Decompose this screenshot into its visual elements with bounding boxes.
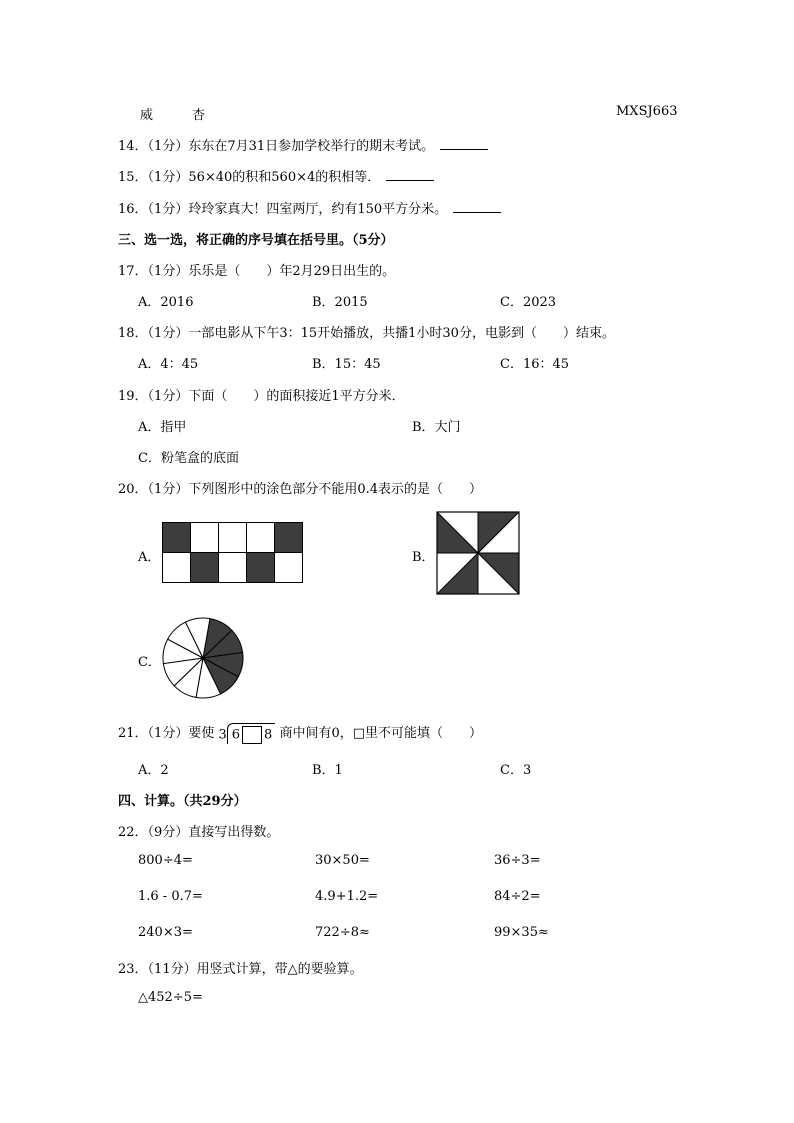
q21-option-c[interactable]: C．3	[500, 763, 532, 778]
calc-item: 722÷8≈	[315, 925, 370, 940]
q21-option-a[interactable]: A．2	[138, 763, 169, 778]
q17-option-a[interactable]: A．2016	[138, 295, 194, 310]
q18-option-a[interactable]: A．4：45	[138, 357, 199, 372]
question-23-stem: 23．（11分）用竖式计算，带△的要验算。	[118, 962, 363, 977]
shaded-circle-figure	[161, 616, 245, 700]
long-division-expression: 3 6 8	[218, 723, 275, 744]
question-20-stem: 20．（1分）下列图形中的涂色部分不能用0.4表示的是（ ）	[118, 482, 482, 497]
q19-option-a[interactable]: A．指甲	[138, 420, 187, 435]
q20-option-a[interactable]: A．	[138, 550, 161, 565]
question-22-stem: 22．（9分）直接写出得数。	[118, 825, 280, 840]
calc-item: 4.9+1.2=	[315, 889, 379, 904]
question-16: 16．（1分）玲玲家真大！四室两厅，约有150平方分米。	[118, 198, 501, 217]
section-4-title: 四、计算。（共29分）	[118, 794, 247, 809]
question-15: 15．（1分）56×40的积和560×4的积相等．	[118, 166, 434, 185]
q17-option-c[interactable]: C．2023	[500, 295, 557, 310]
answer-blank[interactable]	[440, 137, 488, 150]
q17-option-b[interactable]: B．2015	[312, 295, 368, 310]
shaded-square-figure	[436, 511, 520, 595]
section-3-title: 三、选一选，将正确的序号填在括号里。（5分）	[118, 233, 394, 248]
shaded-rectangle-figure	[162, 522, 304, 584]
question-18-stem: 18．（1分）一部电影从下午3：15开始播放，共播1小时30分，电影到（ ）结束。	[118, 326, 615, 341]
q20-option-c[interactable]: C．	[138, 655, 161, 670]
blank-digit-box[interactable]	[242, 726, 262, 744]
calc-item: 1.6 - 0.7=	[138, 889, 203, 904]
calc-item: 800÷4=	[138, 853, 193, 868]
question-19-stem: 19．（1分）下面（ ）的面积接近1平方分米．	[118, 389, 405, 404]
calc-item: 36÷3=	[494, 853, 541, 868]
question-21-stem: 21．（1分）要使 3 6 8 商中间有0，□里不可能填（ ）	[118, 722, 482, 744]
q18-option-b[interactable]: B．15：45	[312, 357, 381, 372]
q18-option-c[interactable]: C．16：45	[500, 357, 570, 372]
q19-option-c[interactable]: C．粉笔盒的底面	[138, 451, 239, 466]
header-code: MXSJ663	[616, 104, 678, 119]
calc-item-verify: △452÷5=	[138, 990, 203, 1005]
q21-option-b[interactable]: B．1	[312, 763, 343, 778]
question-14: 14．（1分）东东在7月31日参加学校举行的期末考试。	[118, 135, 488, 154]
q20-option-b[interactable]: B．	[412, 550, 435, 565]
header-left: 威 杏	[140, 108, 206, 123]
question-17-stem: 17．（1分）乐乐是（ ）年2月29日出生的。	[118, 264, 396, 279]
answer-blank[interactable]	[453, 200, 501, 213]
answer-blank[interactable]	[386, 168, 434, 181]
calc-item: 84÷2=	[494, 889, 541, 904]
calc-item: 99×35≈	[494, 925, 549, 940]
calc-item: 30×50=	[315, 853, 370, 868]
q19-option-b[interactable]: B．大门	[412, 420, 461, 435]
calc-item: 240×3=	[138, 925, 193, 940]
